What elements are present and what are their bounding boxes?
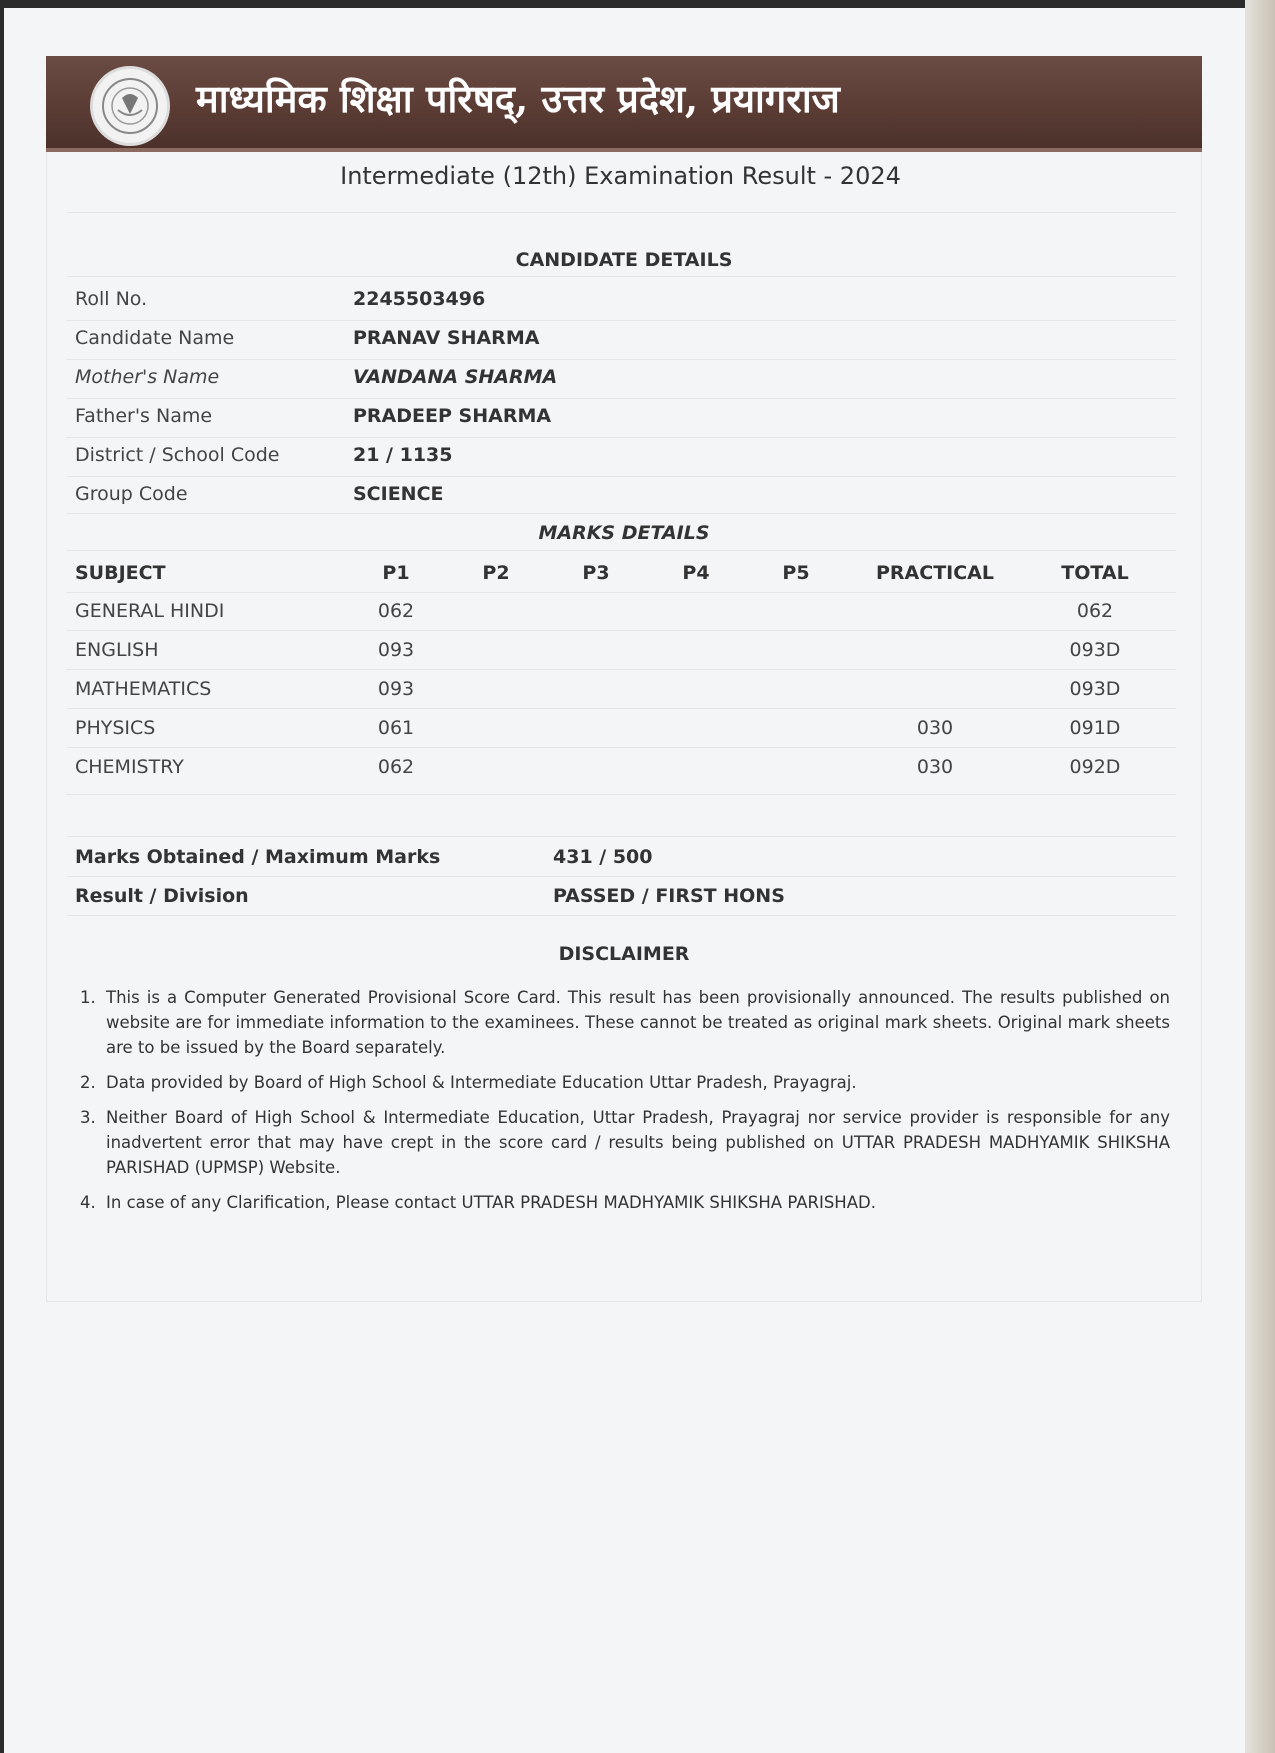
mother-name-value: VANDANA SHARMA (353, 366, 558, 388)
total-cell: 091D (1069, 717, 1121, 739)
table-row (75, 717, 1175, 755)
disclaimer-title: DISCLAIMER (558, 943, 690, 965)
paper-edge (1245, 0, 1275, 1753)
col-header-practical: PRACTICAL (876, 562, 994, 584)
candidate-row-group (75, 483, 1175, 521)
col-header-p4: P4 (682, 562, 710, 584)
p1-cell: 093 (377, 639, 415, 661)
subject-cell: MATHEMATICS (75, 678, 212, 700)
item-number: 2. (80, 1073, 96, 1092)
subject-cell: PHYSICS (75, 717, 156, 739)
col-header-total: TOTAL (1061, 562, 1129, 584)
roll-no-label: Roll No. (75, 288, 148, 310)
table-row (75, 756, 1175, 794)
marks-summary-row (75, 846, 1175, 884)
disclaimer-item (80, 1190, 1170, 1215)
divider (66, 320, 1176, 321)
marks-obtained-label: Marks Obtained / Maximum Marks (75, 846, 441, 868)
col-header-p3: P3 (582, 562, 610, 584)
candidate-name-label: Candidate Name (75, 327, 235, 349)
divider (66, 747, 1176, 748)
divider (66, 794, 1176, 795)
col-header-p5: P5 (782, 562, 810, 584)
disclaimer-item (80, 1070, 1170, 1095)
marks-header-row (75, 562, 1175, 600)
exam-title: Intermediate (12th) Examination Result - 2024 (340, 162, 901, 190)
divider (66, 550, 1176, 551)
total-cell: 062 (1076, 600, 1114, 622)
mother-name-label: Mother's Name (75, 366, 220, 388)
district-school-value: 21 / 1135 (353, 444, 453, 466)
divider (66, 708, 1176, 709)
practical-cell: 030 (916, 717, 954, 739)
item-number: 3. (80, 1108, 96, 1127)
divider (66, 359, 1176, 360)
divider (66, 669, 1176, 670)
marks-obtained-value: 431 / 500 (553, 846, 653, 868)
banner-underline (46, 148, 1202, 152)
divider (66, 915, 1176, 916)
table-row (75, 678, 1175, 716)
roll-no-value: 2245503496 (353, 288, 486, 310)
disclaimer-list (80, 985, 1170, 1225)
item-number: 4. (80, 1193, 96, 1212)
col-header-p2: P2 (482, 562, 510, 584)
col-header-subject: SUBJECT (75, 562, 166, 584)
disclaimer-text: Data provided by Board of High School & Intermediate Education Uttar Pradesh, Prayagraj. (106, 1073, 857, 1092)
divider (66, 212, 1176, 213)
total-cell: 092D (1069, 756, 1121, 778)
p1-cell: 093 (377, 678, 415, 700)
subject-cell: GENERAL HINDI (75, 600, 225, 622)
marks-section-title: MARKS DETAILS (538, 522, 710, 544)
disclaimer-text: In case of any Clarification, Please contact UTTAR PRADESH MADHYAMIK SHIKSHA PARISHAD. (106, 1193, 876, 1212)
candidate-section-title: CANDIDATE DETAILS (515, 249, 733, 271)
divider (66, 276, 1176, 277)
p1-cell: 062 (377, 600, 415, 622)
disclaimer-text: Neither Board of High School & Intermediate Education, Uttar Pradesh, Prayagraj nor service provider is responsible for any inadvertent error that may have crept in the score card / results being published on UTTAR PRADESH MADHYAMIK SHIKSHA PARISHAD (UPMSP) Website. (106, 1108, 1170, 1177)
divider (66, 513, 1176, 514)
p1-cell: 062 (377, 756, 415, 778)
col-header-p1: P1 (382, 562, 410, 584)
group-code-value: SCIENCE (353, 483, 444, 505)
table-row (75, 600, 1175, 638)
disclaimer-item (80, 1105, 1170, 1180)
item-number: 1. (80, 988, 96, 1007)
father-name-label: Father's Name (75, 405, 213, 427)
result-label: Result / Division (75, 885, 249, 907)
board-name-hindi: माध्यमिक शिक्षा परिषद्, उत्तर प्रदेश, प्रयागराज (196, 76, 840, 121)
subject-cell: CHEMISTRY (75, 756, 184, 778)
divider (66, 592, 1176, 593)
divider (66, 836, 1176, 837)
result-value: PASSED / FIRST HONS (553, 885, 785, 907)
table-row (75, 639, 1175, 677)
father-name-value: PRADEEP SHARMA (353, 405, 552, 427)
board-emblem-icon (90, 66, 170, 146)
divider (66, 398, 1176, 399)
divider (66, 437, 1176, 438)
practical-cell: 030 (916, 756, 954, 778)
divider (66, 476, 1176, 477)
district-school-label: District / School Code (75, 444, 280, 466)
result-row (75, 885, 1175, 923)
divider (66, 630, 1176, 631)
p1-cell: 061 (377, 717, 415, 739)
group-code-label: Group Code (75, 483, 188, 505)
disclaimer-item (80, 985, 1170, 1060)
total-cell: 093D (1069, 678, 1121, 700)
divider (66, 876, 1176, 877)
disclaimer-text: This is a Computer Generated Provisional Score Card. This result has been provisionally announced. The results published on website are for immediate information to the examinees. These cannot be treated as original mark sheets. Original mark sheets are to be issued by the Board separately. (106, 988, 1170, 1057)
total-cell: 093D (1069, 639, 1121, 661)
subject-cell: ENGLISH (75, 639, 159, 661)
candidate-name-value: PRANAV SHARMA (353, 327, 540, 349)
